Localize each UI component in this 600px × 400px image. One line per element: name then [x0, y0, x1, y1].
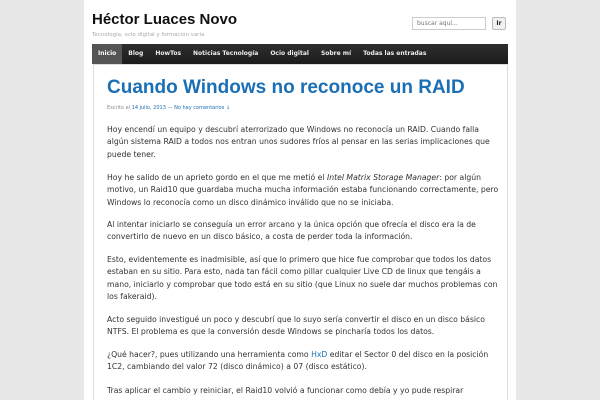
nav-item-todas-las-entradas[interactable]: Todas las entradas	[363, 50, 427, 57]
nav-item-sobre-mi[interactable]: Sobre mí	[320, 50, 352, 57]
site-description: Tecnología, ocio digital y formación varia	[92, 32, 205, 38]
nav-item-inicio[interactable]: Inicio	[92, 44, 122, 64]
paragraph-2-emphasis: Intel Matrix Storage Manager	[326, 173, 440, 182]
main-nav	[92, 44, 508, 64]
meta-prefix: Escrito el	[107, 105, 131, 111]
paragraph-3: Al intentar iniciarlo se conseguía un error arcano y la única opción que ofrecía el disco era la de convertirlo de nuevo en un disco básico, a costa de perder toda la información.	[107, 220, 476, 242]
paragraph-5: Acto seguido investigué un poco y descubrí que lo suyo sería convertir el disco en un disco básico NTFS. El problema es que la conversión desde Windows se pincharía todos los datos.	[107, 315, 485, 337]
paragraph-4: Esto, evidentemente es inadmisible, así que lo primero que hice fue comprobar que todos los datos estaban en su sitio. Para esto, nada tan fácil como pillar cualquier Live CD de linux que tengáis a mano, iniciarlo y comprobar que todo está en su sitio (que Linux no suele dar muchos problemas con los fakeraid).	[107, 255, 498, 301]
paragraph-2	[107, 172, 499, 209]
comments-link[interactable]: No hay comentarios ↓	[174, 105, 231, 111]
paragraph-1: Hoy encendí un equipo y descubrí aterrorizado que Windows no reconocía un RAID. Cuando falla algún sistema RAID a todos nos entran unos sudores fríos al pensar en las serias implicaciones que puede tener.	[107, 125, 490, 159]
post-date-link[interactable]: 14 julio, 2013	[131, 105, 166, 111]
search-button[interactable]: Ir	[492, 17, 506, 30]
hxd-link[interactable]: HxD	[311, 350, 328, 359]
nav-item-noticias-tecnologia[interactable]: Noticias Tecnología	[193, 50, 259, 57]
paragraph-6-end: editar el Sector 0 del disco en la posición 1C2, cambiando del valor 72 (disco dinámico) a 07 (disco estático).	[107, 350, 489, 372]
paragraph-7: Tras aplicar el cambio y reiniciar, el Raid10 volvió a funcionar como debía y yo pude respirar	[107, 386, 464, 395]
nav-item-ocio-digital[interactable]: Ocio digital	[270, 50, 309, 57]
paragraph-2-start: Hoy he salido de un aprieto gordo en el que me metió el	[107, 173, 327, 182]
nav-item-howtos[interactable]: HowTos	[155, 50, 182, 57]
search-input[interactable]	[412, 17, 486, 30]
paragraph-6	[107, 349, 499, 374]
meta-separator: —	[167, 105, 173, 111]
nav-item-blog[interactable]: Blog	[128, 50, 144, 57]
paragraph-6-start: ¿Qué hacer?, pues utilizando una herramienta como	[107, 350, 312, 359]
site-title[interactable]: Héctor Luaces Novo	[92, 11, 238, 28]
post-meta	[107, 105, 230, 111]
post-title[interactable]: Cuando Windows no reconoce un RAID	[107, 77, 465, 98]
paragraph-2-end: : por algún motivo, un Raid10 que guardaba mucha mucha información estaba funcionando correctamente, pero Windows lo reconocía como un disco dinámico inválido que no se iniciaba.	[107, 173, 499, 207]
